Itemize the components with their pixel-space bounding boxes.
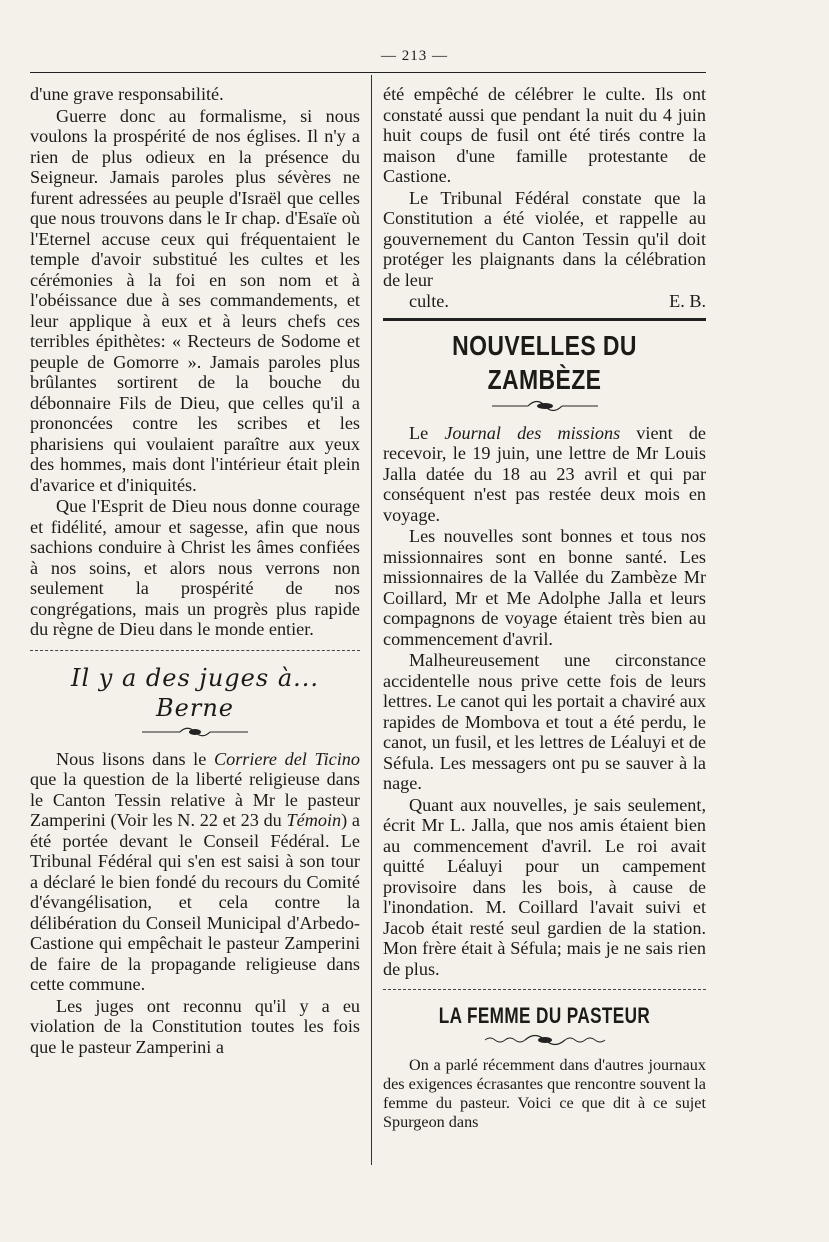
nouvelles-paragraph-2: Les nouvelles sont bonnes et tous nos missionnaires sont en bonne santé. Les missionnaires de la Vallée du Zambèze Mr Coillard, Mr et Me Adolphe Jalla et leurs compagnons de voyage étaient très bien au commencement d'avril. bbox=[383, 526, 706, 649]
juges-paragraph-1: Nous lisons dans le Corriere del Ticino que la question de la liberté religieuse dans le Canton Tessin relative à Mr le pasteur Zamperini (Voir les N. 22 et 23 du Témoin) a été portée devant le Conseil Fédéral. Le Tribunal Fédéral qui s'en est saisi à son tour a déclaré le bien fondé du recours du Comité d'évangélisation, et cela contre la délibération du Conseil Municipal d'Arbedo-Castione qui empêchait le pasteur Zamperini de faire de la propagande religieuse dans cette commune. bbox=[30, 748, 360, 994]
right-continuation-1: été empêché de célébrer le culte. Ils ont constaté aussi que pendant la nuit du 4 juin huit coups de fusil ont été tirés contre la maison d'une famille protestante de Castione. bbox=[383, 84, 706, 186]
left-paragraph-2: Guerre donc au formalisme, si nous voulons la prospérité de nos églises. Il n'y a rien de plus odieux en la présence du Seigneur. Jamais paroles plus sévères ne furent adressées au peuple d'Israël que celles que nous trouvons dans le Ir chap. d'Esaïe où l'Eternel accuse ceux qui fréquentaient le temple d'avoir substitué les cultes et les cérémonies à la foi en son nom et à l'obéissance due à ses commandements, et leur applique à eux et à leurs chefs ces terribles épithètes: « Recteurs de Sodome et peuple de Gomorre ». Jamais paroles plus brûlantes sortirent de la bouche du débonnaire Fils de Dieu, que celles qu'il a prononcées contre les scribes et les pharisiens qui voulaient paraître aux yeux des hommes, mais dont l'intérieur était plein d'avarice et d'iniquités. bbox=[30, 105, 360, 495]
femme-paragraph-1: On a parlé récemment dans d'autres journaux des exigences écrasantes que rencontre souvent la femme du pasteur. Voici ce que dit à ce sujet Spurgeon dans bbox=[383, 1056, 706, 1131]
flourish-ornament bbox=[30, 725, 360, 741]
section-thick-rule bbox=[383, 318, 706, 321]
signature: E. B. bbox=[669, 291, 706, 311]
top-rule bbox=[30, 72, 706, 73]
left-paragraph-1: d'une grave responsabilité. bbox=[30, 84, 224, 104]
column-divider bbox=[371, 75, 372, 1165]
section-separator bbox=[383, 989, 706, 990]
right-column bbox=[383, 84, 706, 1132]
flourish-ornament bbox=[383, 399, 706, 415]
section-title-juges: Il y a des juges à... Berne bbox=[70, 663, 320, 722]
left-paragraph-3: Que l'Esprit de Dieu nous donne courage et fidélité, amour et sagesse, afin que nous sachions conduire à Christ les âmes confiées à nos soins, et alors nous verrons non seulement la prospérité de nos congrégations, mais un progrès plus rapide du règne de Dieu dans le monde entier. bbox=[30, 496, 360, 639]
flourish-ornament bbox=[383, 1032, 706, 1048]
section-separator bbox=[30, 650, 360, 651]
juges-paragraph-2: Les juges ont reconnu qu'il y a eu violation de la Constitution toutes les fois que le pasteur Zamperini a bbox=[30, 995, 360, 1057]
left-column bbox=[30, 84, 360, 1057]
page-number: — 213 — bbox=[381, 48, 448, 64]
signature-line: culte. E. B. bbox=[409, 291, 706, 311]
nouvelles-paragraph-3: Malheureusement une circonstance accidentelle nous prive cette fois de leurs lettres. Le canot qui les portait a chaviré aux rapides de Mombova et tout a été perdu, le canot, un fusil, et les lettres de Léaluyi et de Séfula. Les messagers ont pu se sauver à la nage. bbox=[383, 650, 706, 793]
nouvelles-paragraph-4: Quant aux nouvelles, je sais seulement, écrit Mr L. Jalla, que nos amis étaient bien au commencement d'avril. Le roi avait quitté Léaluyi pour un campement provisoire dans les bois, à cause de l'inondation. M. Coillard l'avait suivi et Jacob était resté seul gardien de la station. Mon frère était à Séfula; mais je ne sais rien de plus. bbox=[383, 794, 706, 979]
right-continuation-2: Le Tribunal Fédéral constate que la Constitution a été violée, et rappelle au gouvernement du Canton Tessin qu'il doit protéger les plaignants dans la célébration de leur bbox=[383, 187, 706, 290]
section-title-nouvelles: NOUVELLES DU ZAMBÈZE bbox=[452, 329, 637, 395]
nouvelles-paragraph-1: Le Journal des missions vient de recevoir, le 19 juin, une lettre de Mr Louis Jalla datée du 18 au 23 avril et qui par conséquent n'est pas restée deux mois en voyage. bbox=[383, 422, 706, 525]
section-title-femme: LA FEMME DU PASTEUR bbox=[438, 1003, 651, 1028]
